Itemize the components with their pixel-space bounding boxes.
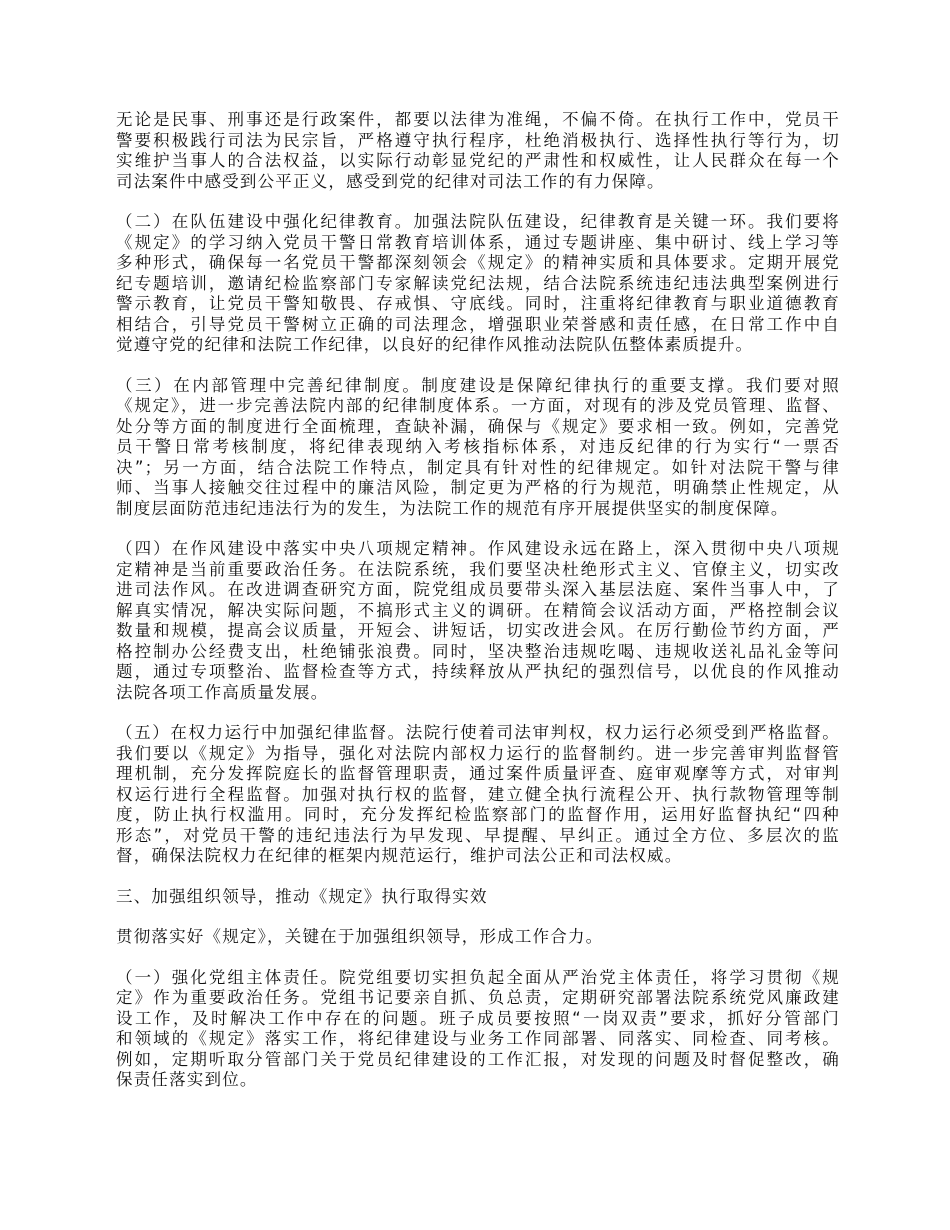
text-line: 警要积极践行司法为民宗旨，严格遵守执行程序，杜绝消极执行、选择性执行等行为，切 <box>116 130 840 150</box>
text-line: 和领域的《规定》落实工作，将纪律建设与业务工作同部署、同落实、同检查、同考核。 <box>116 1029 840 1048</box>
paragraph <box>116 968 840 1091</box>
text-line: 《规定》，进一步完善法院内部的纪律制度体系。一方面，对现有的涉及党员管理、监督、 <box>116 396 840 415</box>
text-line: 实维护当事人的合法权益，以实际行动彰显党纪的严肃性和权威性，让人民群众在每一个 <box>116 151 840 170</box>
paragraph <box>116 723 840 867</box>
text-line: 定精神是当前重要政治任务。在法院系统，我们要坚决杜绝形式主义、官僚主义，切实改 <box>116 559 840 579</box>
paragraph <box>116 927 840 948</box>
text-line: （二）在队伍建设中强化纪律教育。加强法院队伍建设，纪律教育是关键一环。我们要将 <box>116 212 840 231</box>
text-line: 例如，定期听取分管部门关于党员纪律建设的工作汇报，对发现的问题及时督促整改，确 <box>116 1049 840 1069</box>
section-heading <box>116 887 840 908</box>
text-line: 决”；另一方面，结合法院工作特点，制定具有针对性的纪律规定。如针对法院干警与律 <box>116 457 840 477</box>
text-line: 制度层面防范违纪违法行为的发生，为法院工作的规范有序开展提供坚实的制度保障。 <box>116 498 789 518</box>
text-line: 形态”，对党员干警的违纪违法行为早发现、早提醒、早纠正。通过全方位、多层次的监 <box>116 825 840 845</box>
paragraph <box>116 110 840 192</box>
text-line: 处分等方面的制度进行全面梳理，查缺补漏，确保与《规定》要求相一致。例如，完善党 <box>116 416 840 436</box>
text-line: 进司法作风。在改进调查研究方面，院党组成员要带头深入基层法庭、案件当事人中，了 <box>116 580 840 599</box>
text-line: 设工作，及时解决工作中存在的问题。班子成员要按照“一岗双责”要求，抓好分管部门 <box>116 1008 840 1028</box>
text-line: 师、当事人接触交往过程中的廉洁风险，制定更为严格的行为规范，明确禁止性规定，从 <box>116 478 840 497</box>
text-line: 度，防止执行权滥用。同时，充分发挥纪检监察部门的监督作用，运用好监督执纪“四种 <box>116 805 840 824</box>
text-line: 相结合，引导党员干警树立正确的司法理念，增强职业荣誉感和责任感，在日常工作中自 <box>116 314 840 334</box>
text-line: （三）在内部管理中完善纪律制度。制度建设是保障纪律执行的重要支撑。我们要对照 <box>116 375 840 395</box>
text-line: 督，确保法院权力在纪律的框架内规范运行，维护司法公正和司法权威。 <box>116 846 683 865</box>
text-line: 三、加强组织领导，推动《规定》执行取得实效 <box>116 886 488 906</box>
text-line: 保责任落实到位。 <box>116 1070 258 1089</box>
text-line: （四）在作风建设中落实中央八项规定精神。作风建设永远在路上，深入贯彻中央八项规 <box>116 539 840 558</box>
text-line: 解真实情况，解决实际问题，不搞形式主义的调研。在精简会议活动方面，严格控制会议 <box>116 600 840 620</box>
text-line: 觉遵守党的纪律和法院工作纪律，以良好的纪律作风推动法院队伍整体素质提升。 <box>116 335 754 354</box>
text-line: 员干警日常考核制度，将纪律表现纳入考核指标体系，对违反纪律的行为实行“一票否 <box>116 437 840 456</box>
text-line: 题，通过专项整治、监督检查等方式，持续释放从严执纪的强烈信号，以优良的作风推动 <box>116 662 840 681</box>
text-line: 数量和规模，提高会议质量，开短会、讲短话，切实改进会风。在厉行勤俭节约方面，严 <box>116 621 840 640</box>
text-line: 纪专题培训，邀请纪检监察部门专家解读党纪法规，结合法院系统违纪违法典型案例进行 <box>116 273 840 293</box>
text-line: 贯彻落实好《规定》，关键在于加强组织领导，形成工作合力。 <box>116 927 604 946</box>
text-line: 无论是民事、刑事还是行政案件，都要以法律为准绳，不偏不倚。在执行工作中，党员干 <box>116 110 840 129</box>
text-line: 《规定》的学习纳入党员干警日常教育培训体系，通过专题讲座、集中研讨、线上学习等 <box>116 232 840 252</box>
text-line: 权运行进行全程监督。加强对执行权的监督，建立健全执行流程公开、执行款物管理等制 <box>116 784 840 804</box>
text-line: 我们要以《规定》为指导，强化对法院内部权力运行的监督制约。进一步完善审判监督管 <box>116 743 840 763</box>
text-line: 法院各项工作高质量发展。 <box>116 682 329 702</box>
document-body <box>116 110 840 1111</box>
text-line: 司法案件中感受到公平正义，感受到党的纪律对司法工作的有力保障。 <box>116 171 665 191</box>
text-line: （五）在权力运行中加强纪律监督。法院行使着司法审判权，权力运行必须受到严格监督。 <box>116 723 840 742</box>
text-line: 格控制办公经费支出，杜绝铺张浪费。同时，坚决整治违规吃喝、违规收送礼品礼金等问 <box>116 641 840 661</box>
text-line: 多种形式，确保每一名党员干警都深刻领会《规定》的精神实质和具体要求。定期开展党 <box>116 253 840 272</box>
text-line: 警示教育，让党员干警知敬畏、存戒惧、守底线。同时，注重将纪律教育与职业道德教育 <box>116 294 840 313</box>
text-line: 理机制，充分发挥院庭长的监督管理职责，通过案件质量评查、庭审观摩等方式，对审判 <box>116 764 840 783</box>
text-line: （一）强化党组主体责任。院党组要切实担负起全面从严治党主体责任，将学习贯彻《规 <box>116 967 840 987</box>
paragraph <box>116 212 840 356</box>
paragraph <box>116 376 840 520</box>
paragraph <box>116 539 840 703</box>
text-line: 定》作为重要政治任务。党组书记要亲自抓、负总责，定期研究部署法院系统党风廉政建 <box>116 988 840 1007</box>
